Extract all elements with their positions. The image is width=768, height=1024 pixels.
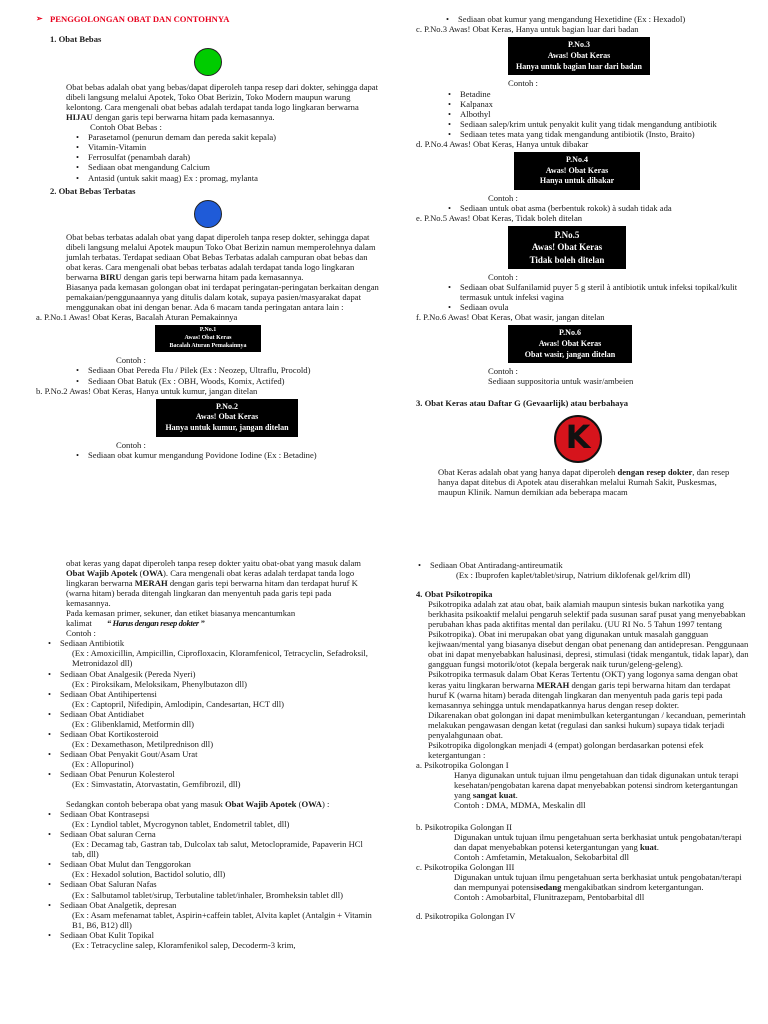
antiradang-item: • Sediaan Obat Antiradang-antireumatik (Ex : Ibuprofen kaplet/tablet/sirup, Natrium diklofenak gel/krim dll)	[416, 560, 750, 580]
pno5-list: • Sediaan obat Sulfanilamid puyer 5 g steril à antibiotik untuk infeksi topikal/kulit termasuk untuk infeksi vagina • Sediaan ovula	[416, 282, 744, 312]
hexadol-item: • Sediaan obat kumur yang mengandung Hexetidine (Ex : Hexadol)	[458, 14, 744, 24]
pno4-contoh: Contoh :	[488, 193, 518, 204]
kalimat-line: kalimat “ Harus dengan resep dokter ”	[66, 618, 205, 629]
kemasan-paragraph: Pada kemasan primer, sekuner, dan etiket biasanya mencantumkan	[66, 608, 296, 619]
pno4-label: d. P.No.4 Awas! Obat Keras, Hanya untuk dibakar	[416, 138, 589, 149]
pno3-warning-box: P.No.3 Awas! Obat Keras Hanya untuk bagian luar dari badan	[508, 37, 650, 75]
pno6-label: f. P.No.6 Awas! Obat Keras, Obat wasir, jangan ditelan	[416, 311, 605, 322]
section-psikotropika-title: 4. Obat Psikotropika	[416, 589, 493, 600]
main-heading: ➢ PENGGOLONGAN OBAT DAN CONTOHNYA	[50, 14, 380, 24]
psikotropika-p2: Psikotropika termasuk dalam Obat Keras Tertentu (OKT) yang logonya sama dengan obat keras yaitu lingkaran berwarna MERAH dengan garis tepi berwarna hitam dan terdapat huruf K (warna hitam) berada ditengah lingkaran dan menyentuh pada garis tepi pada kemasannya sehingga untuk mendapatkannya harus dengan resep dokter.	[428, 669, 738, 710]
golongan-1-label: a. Psikotropika Golongan I	[416, 759, 509, 770]
contoh-obat-bebas: Contoh Obat Bebas :	[90, 122, 162, 133]
pno1-contoh: Contoh :	[116, 355, 146, 366]
pno6-example: Sediaan suppositoria untuk wasir/ambeien	[488, 376, 634, 387]
pno5-warning-box: P.No.5 Awas! Obat Keras Tidak boleh ditelan	[508, 226, 626, 268]
obat-bebas-paragraph: Obat bebas adalah obat yang bebas/dapat diperoleh tanpa resep dari dokter, sehingga dapat dibeli langsung melalui Apotek, Toko Obat Berizin, Toko Modern maupun warung kelontong. Cara mengenali obat bebas adalah terdapat tanda logo lingkaran berwarna HIJAU dengan garis tepi berwarna hitam pada kemasannya.	[66, 82, 379, 123]
obat-keras-continued: obat keras yang dapat diperoleh tanpa resep dokter yaitu obat-obat yang masuk dalam Obat Wajib Apotek (OWA). Cara mengenali obat keras adalah terdapat tanda logo lingkaran berwarna MERAH dengan garis tepi berwarna hitam dan terdapat huruf K (warna hitam) berada ditengah lingkaran dan menyentuh pada garis tepi pada kemasannya.	[66, 558, 361, 609]
pno3-list: • Betadine • Kalpanax • Albothyl • Sediaan salep/krim untuk penyakit kulit yang tidak mengandung antibiotik • Sediaan tetes mata yang tidak mengandung antibiotik (Insto, Braito)	[416, 89, 744, 139]
pno5-contoh: Contoh :	[488, 271, 518, 282]
left-top-column	[36, 14, 380, 460]
psikotropika-p3: Dikarenakan obat golongan ini dapat menimbulkan ketergantungan / kecanduan, pemerintah melakukan pengawasan dengan ketat (regulasi dan sanksi hukum) supaya tidak terjadi penyalahgunaan obat.	[428, 709, 746, 740]
obat-keras-paragraph: Obat Keras adalah obat yang hanya dapat diperoleh dengan resep dokter, dan resep hanya dapat ditebus di Apotek atau diserahkan melalui Rumah Sakit, Puskesmas, maupun Klinik. Namun demikian ada beberapa macam	[438, 466, 730, 497]
pno4-warning-box: P.No.4 Awas! Obat Keras Hanya untuk dibakar	[514, 152, 640, 190]
section-obat-bebas-title: 1. Obat Bebas	[50, 34, 102, 45]
golongan-1-desc: Hanya digunakan untuk tujuan ilmu pengetahuan dan tidak digunakan untuk terapi kesehatan/pengobatan karena dapat menyebabkan potensi sindrom ketergantungan yang sangat kuat. Contoh : DMA, MDMA, Meskalin dll	[454, 769, 739, 811]
pno2-list: • Sediaan obat kumur mengandung Povidone Iodine (Ex : Betadine)	[36, 450, 380, 460]
peringatan-paragraph: Biasanya pada kemasan golongan obat ini terdapat peringatan-peringatan berkaitan dengan pemakaian/penggunaannya yang ditulis dalam kotak, supaya pasien/masyarakat dapat menggunakan obat ini dengan benar. Ada 6 macam tanda peringatan antara lain :	[66, 281, 379, 312]
obat-bebas-list: • Parasetamol (penurun demam dan pereda sakit kepala) • Vitamin-Vitamin • Ferrosulfat (penambah darah) • Sediaan obat mengandung Calcium • Antasid (untuk sakit maag) Ex : promag, mylanta	[36, 132, 380, 182]
golongan-2-desc: Digunakan untuk tujuan ilmu pengetahuan serta berkhasiat untuk pengobatan/terapi dan dapat menyebabkan potensi ketergantungan yang kuat. Contoh : Amfetamin, Metakualon, Sekobarbital dll	[454, 832, 742, 863]
pno1-list: • Sediaan Obat Pereda Flu / Pilek (Ex : Neozep, Ultraflu, Procold) • Sediaan Obat Batuk (Ex : OBH, Woods, Komix, Actifed)	[36, 365, 380, 385]
pno6-contoh: Contoh :	[488, 366, 518, 377]
golongan-3-label: c. Psikotropika Golongan III	[416, 862, 515, 873]
pno3-contoh: Contoh :	[508, 78, 538, 89]
pno3-label: c. P.No.3 Awas! Obat Keras, Hanya untuk bagian luar dari badan	[416, 24, 639, 35]
pno6-warning-box: P.No.6 Awas! Obat Keras Obat wasir, jangan ditelan	[508, 325, 632, 363]
k-circle-logo: K	[554, 415, 602, 463]
obat-keras-contoh: Contoh :	[66, 628, 96, 639]
owa-list: • Sediaan Obat Kontrasepsi (Ex : Lyndiol tablet, Mycrogynon tablet, Endometril tablet, dll) • Sediaan Obat saluran Cerna (Ex : Decamag tab, Gastran tab, Dulcolax tab salut, Metoclopramide, Papaverin HCl tab, dll) • Sediaan Obat Mulut dan Tenggorokan (Ex : Hexadol solution, Bactidol solutio, dll) • Sediaan Obat Saluran Nafas (Ex : Salbutamol tablet/sirup, Terbutaline tablet/inhaler, Bromheksin tablet dll) • Sediaan Obat Analgetik, depresan (Ex : Asam mefenamat tablet, Aspirin+caffein tablet, Alvita kaplet (Antalgin + Vitamin B1, B6, B12) dll) • Sediaan Obat Kulit Topikal (Ex : Tetracycline salep, Kloramfenikol salep, Decoderm-3 krim,	[36, 809, 376, 950]
section-obat-bebas-terbatas-title: 2. Obat Bebas Terbatas	[50, 185, 136, 196]
right-bottom-column	[416, 560, 750, 921]
left-bottom-column	[36, 558, 376, 950]
green-circle-logo	[194, 48, 222, 76]
pno2-contoh: Contoh :	[116, 440, 146, 450]
section-obat-keras-title: 3. Obat Keras atau Daftar G (Gevaarlijk) atau berbahaya	[416, 398, 629, 409]
obat-bebas-terbatas-paragraph: Obat bebas terbatas adalah obat yang dapat diperoleh tanpa resep dokter, sehingga dapat dibeli langsung melalui Apotek maupun Toko Obat Berizin namun memperolehnya dalam jumlah terbatas. Terdapat sediaan Obat Bebas Terbatas adalah campuran obat bebas dan obat keras. Cara mengenali obat bebas terbatas adalah terdapat tanda logo lingkaran berwarna BIRU dengan garis tepi berwarna hitam pada kemasannya.	[66, 231, 376, 282]
psikotropika-p1: Psikotropika adalah zat atau obat, baik alamiah maupun sintesis bukan narkotika yang berkhasita psikoaktif melalui pengaruh selektif pada susunan saraf pusat yang menyebabkan perubahan khas pada aktifitas mental dan perilaku. (UU RI No. 5 Tahun 1997 tentang Psikotropika). Obat ini merupakan obat yang digunakan untuk masalah gangguan kejiwaan/mental yang biasanya disebut dengan obat penenang dan antidepresan. Penggunaan obat ini dapat menyebabkan halusinasi, depresi, stimulasi (tidak mengantuk, tidak lapar), dan gangguan fungsi motorik/otot (kepala bergerak naik turun/geleng-geleng).	[428, 599, 749, 670]
psikotropika-p4: Psikotropika digolongkan menjadi 4 (empat) golongan berdasarkan potensi efek ketergantungan :	[428, 739, 704, 760]
right-top-column	[416, 14, 744, 497]
pno5-label: e. P.No.5 Awas! Obat Keras, Tidak boleh ditelan	[416, 213, 583, 224]
blue-circle-logo	[194, 200, 222, 228]
pno1-label: a. P.No.1 Awas! Obat Keras, Bacalah Aturan Pemakainnya	[36, 311, 238, 322]
owa-intro: Sedangkan contoh beberapa obat yang masuk Obat Wajib Apotek (OWA) :	[66, 799, 330, 810]
golongan-3-desc: Digunakan untuk tujuan ilmu pengetahuan serta berkhasiat untuk pengobatan/terapi dan mempunyai potensisedang mengakibatkan sindrom ketergantungan. Contoh : Amobarbital, Flunitrazepam, Pentobarbital dll	[454, 872, 742, 903]
golongan-2-label: b. Psikotropika Golongan II	[416, 822, 512, 833]
pno2-warning-box: P.No.2 Awas! Obat Keras Hanya untuk kumur, jangan ditelan	[156, 399, 298, 437]
obat-keras-list: • Sediaan Antibiotik (Ex : Amoxicillin, Ampicillin, Ciprofloxacin, Kloramfenicol, Tetracyclin, Sefadroksil, Metronidazol dll) • Sediaan Obat Analgesik (Pereda Nyeri) (Ex : Piroksikam, Meloksikam, Phenylbutazon dll) • Sediaan Obat Antihipertensi (Ex : Captopril, Nifedipin, Amlodipin, Candesartan, HCT dll) • Sediaan Obat Antidiabet (Ex : Glibenklamid, Metformin dll) • Sediaan Obat Kortikosteroid (Ex : Dexamethason, Metilprednison dll) • Sediaan Obat Penyakit Gout/Asam Urat (Ex : Allopurinol) • Sediaan Obat Penurun Kolesterol (Ex : Simvastatin, Atorvastatin, Gemfibrozil, dll)	[36, 638, 376, 789]
golongan-4-label: d. Psikotropika Golongan IV	[416, 910, 516, 921]
pno2-label: b. P.No.2 Awas! Obat Keras, Hanya untuk kumur, jangan ditelan	[36, 385, 258, 396]
pno4-list: • Sediaan untuk obat asma (berbentuk rokok) à sudah tidak ada	[416, 203, 744, 213]
pno1-warning-box: P.No.1 Awas! Obat Keras Bacalah Aturan Pemakainnya	[155, 325, 261, 352]
